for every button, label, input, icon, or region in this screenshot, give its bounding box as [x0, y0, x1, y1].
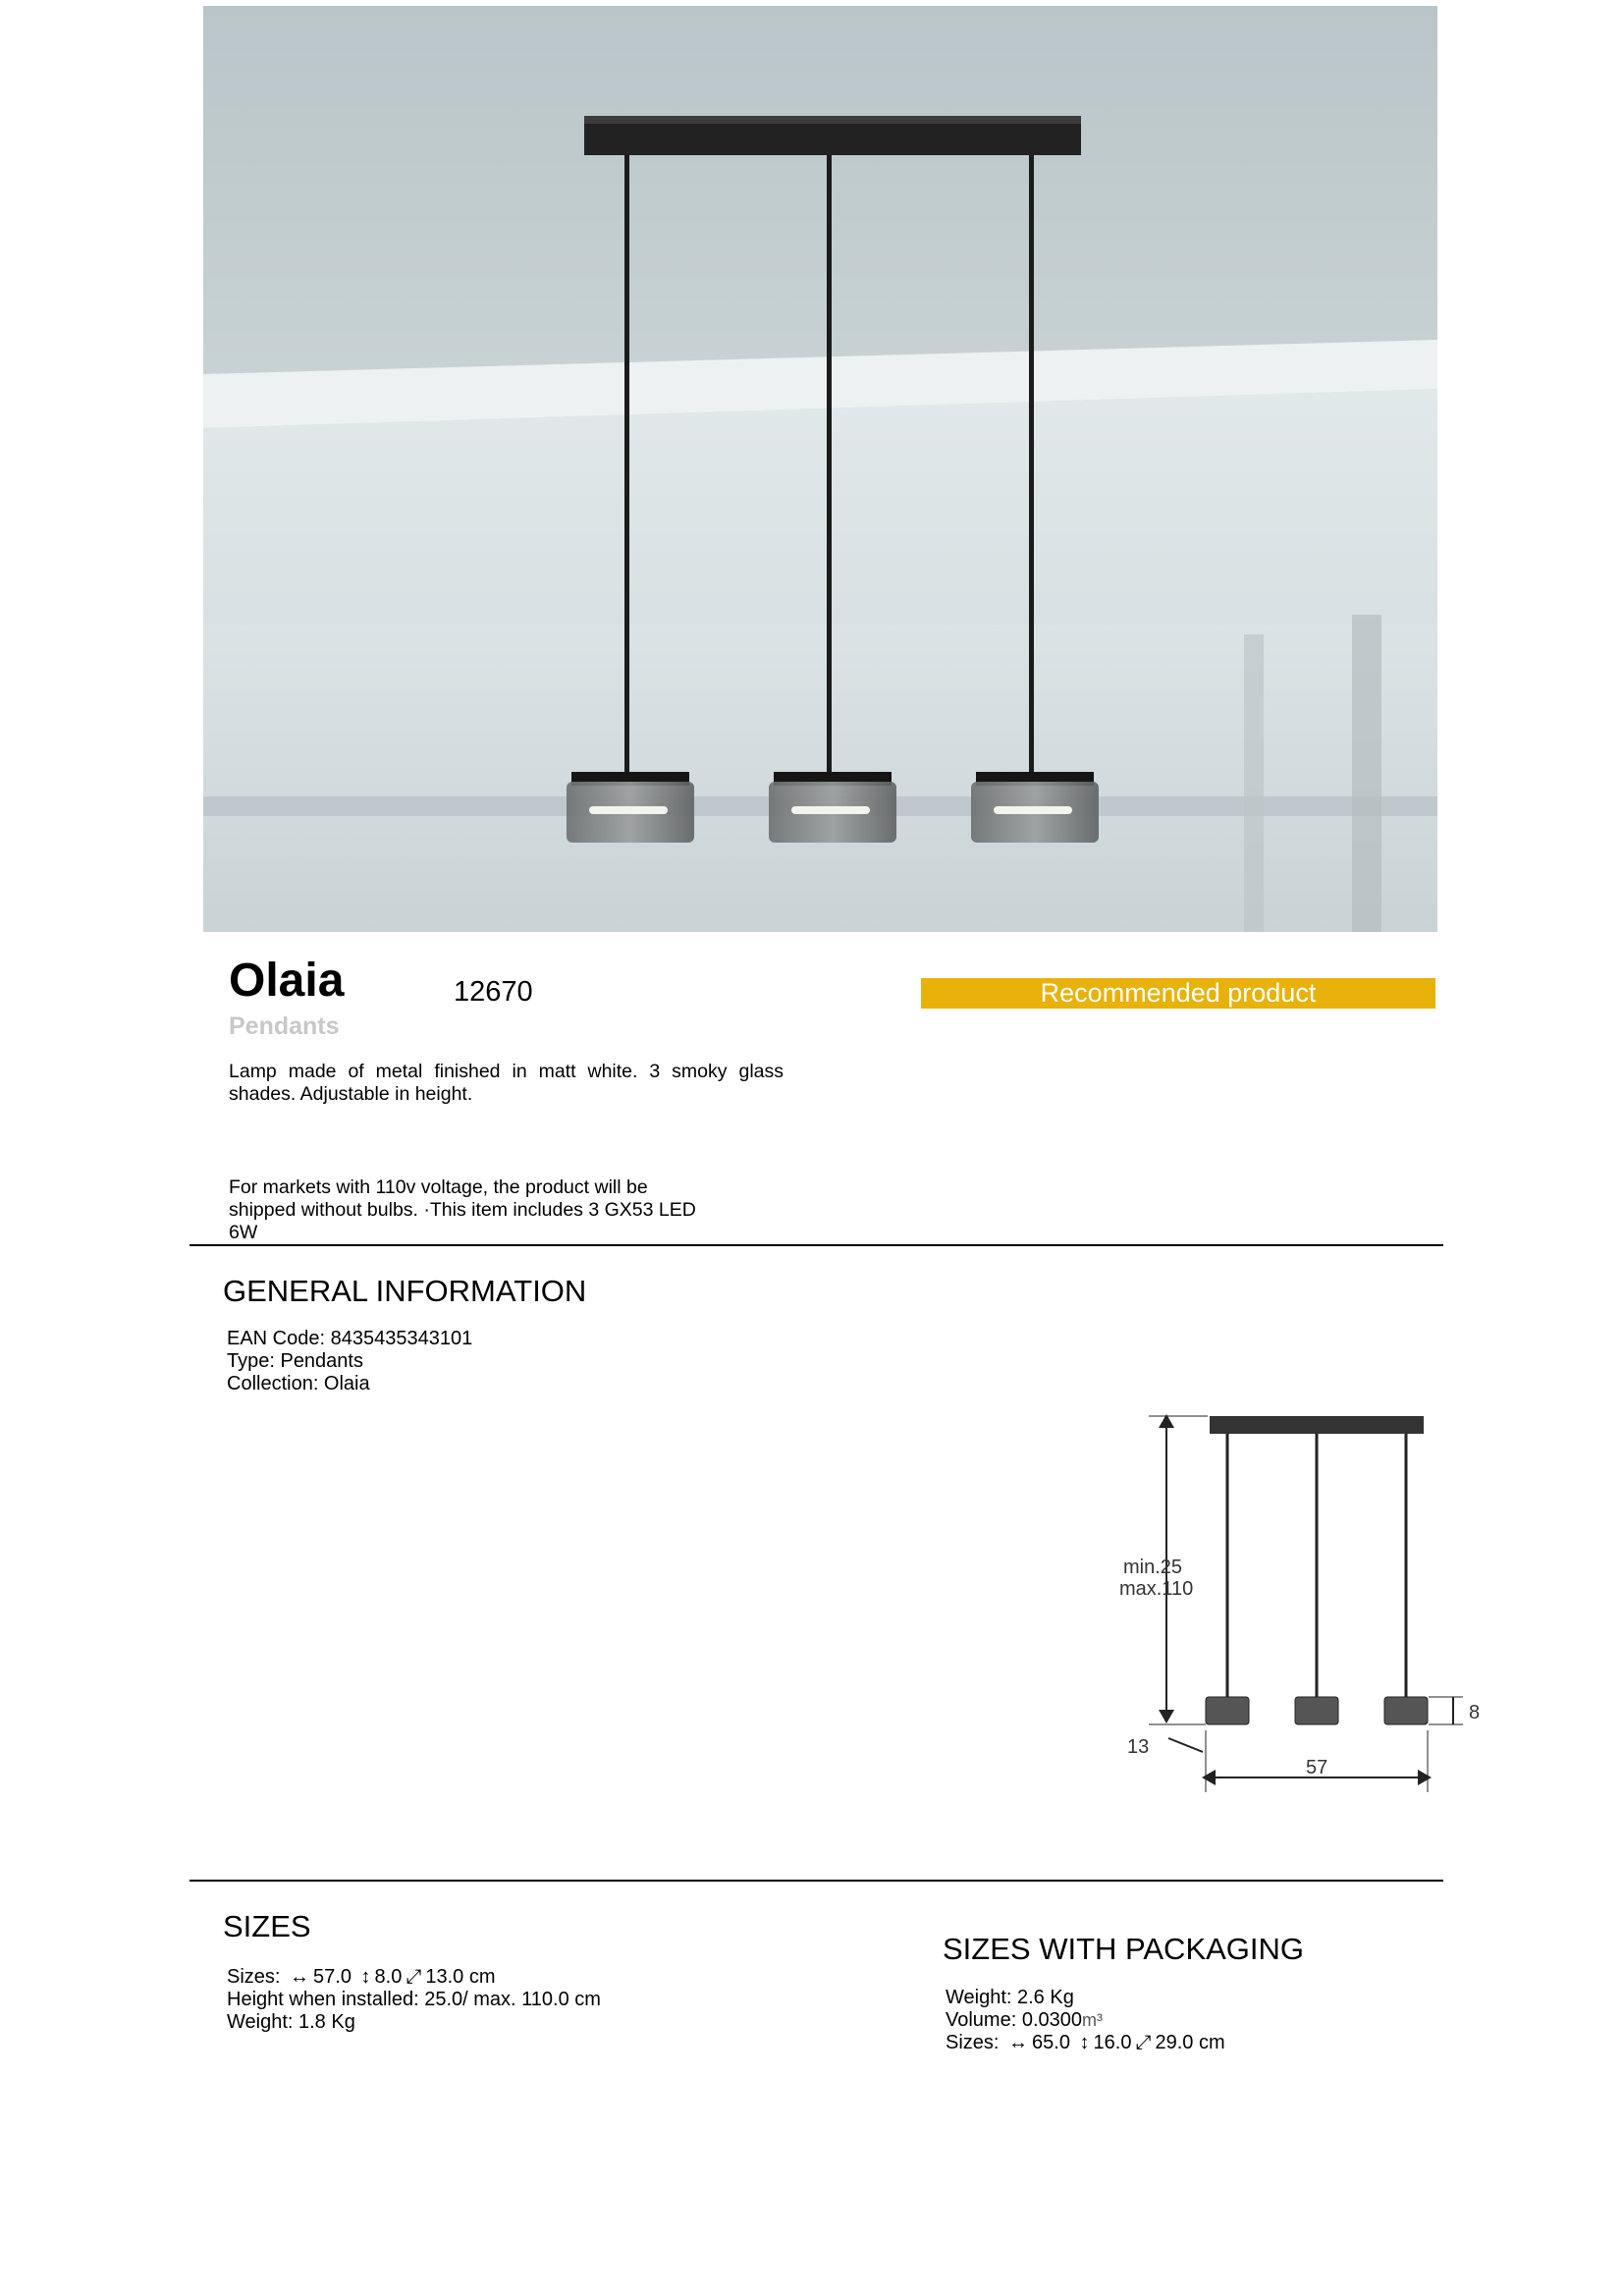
- vertical-arrow-icon: ↕: [360, 1966, 371, 1988]
- voltage-notice: [229, 1176, 759, 1244]
- product-name: Olaia: [229, 955, 345, 1007]
- recommended-badge: Recommended product: [921, 978, 1435, 1009]
- horizontal-arrow-icon: ↔: [1008, 2032, 1029, 2053]
- height-installed: Height when installed: 25.0/ max. 110.0 cm: [227, 1989, 601, 2010]
- packaging-depth: 29.0 cm: [1155, 2032, 1225, 2053]
- section-divider: [189, 1244, 1443, 1246]
- diagram-width-label: 57: [1306, 1757, 1328, 1778]
- diagram-min-label: min.25: [1123, 1557, 1183, 1578]
- diagram-shade: [1384, 1697, 1428, 1724]
- product-photo: [203, 6, 1437, 932]
- general-info: [227, 1328, 472, 1395]
- voltage-notice-line: shipped without bulbs. ·This item includes 3 GX53 LED: [229, 1199, 696, 1221]
- packaging-height: 16.0: [1093, 2032, 1132, 2053]
- diagram-shade-height-label: 8: [1469, 1702, 1481, 1723]
- product-type: Type: Pendants: [227, 1350, 363, 1372]
- horizontal-arrow-icon: ↔: [290, 1966, 310, 1988]
- voltage-notice-line: For markets with 110v voltage, the product will be: [229, 1176, 648, 1198]
- packaging-volume-line: [946, 2009, 1225, 2032]
- diagram-canopy: [1210, 1416, 1424, 1434]
- sizes-weight: Weight: 1.8 Kg: [227, 2011, 355, 2033]
- packaging-info: [946, 1987, 1225, 2054]
- sizes-heading: SIZES: [223, 1909, 311, 1943]
- product-collection: Collection: Olaia: [227, 1373, 370, 1394]
- sizes-height: 8.0: [374, 1966, 403, 1988]
- diagram-diameter-label: 13: [1127, 1736, 1150, 1758]
- ean-code: EAN Code: 8435435343101: [227, 1328, 473, 1349]
- sizes-depth: 13.0 cm: [425, 1966, 496, 1988]
- diagonal-arrow-icon: ⤢: [406, 1966, 422, 1988]
- packaging-length: 65.0: [1032, 2032, 1070, 2053]
- packaging-volume: Volume: 0.0300: [946, 2009, 1082, 2031]
- product-code: 12670: [454, 976, 533, 1008]
- section-divider: [189, 1880, 1443, 1882]
- diagonal-arrow-icon: ⤢: [1135, 2032, 1152, 2053]
- sizes-info: [227, 1966, 601, 2034]
- voltage-notice-line: 6W: [229, 1222, 258, 1243]
- volume-unit: m³: [1082, 2010, 1103, 2030]
- packaging-weight: Weight: 2.6 Kg: [946, 1987, 1074, 2008]
- packaging-heading: SIZES WITH PACKAGING: [943, 1932, 1305, 1966]
- sizes-line: [227, 1966, 601, 1989]
- dimension-diagram: [1119, 1404, 1492, 1797]
- diagram-max-label: max.110: [1119, 1578, 1194, 1600]
- sizes-length: 57.0: [313, 1966, 352, 1988]
- sizes-label: Sizes:: [227, 1966, 281, 1988]
- diagram-shade: [1206, 1697, 1249, 1724]
- packaging-sizes-label: Sizes:: [946, 2032, 1000, 2053]
- product-category: Pendants: [229, 1012, 340, 1040]
- diagram-shade: [1295, 1697, 1338, 1724]
- packaging-sizes-line: [946, 2032, 1225, 2054]
- general-info-heading: GENERAL INFORMATION: [223, 1274, 587, 1308]
- product-description: Lamp made of metal finished in matt white. 3 smoky glass shades. Adjustable in height.: [229, 1061, 784, 1105]
- vertical-arrow-icon: ↕: [1079, 2032, 1090, 2053]
